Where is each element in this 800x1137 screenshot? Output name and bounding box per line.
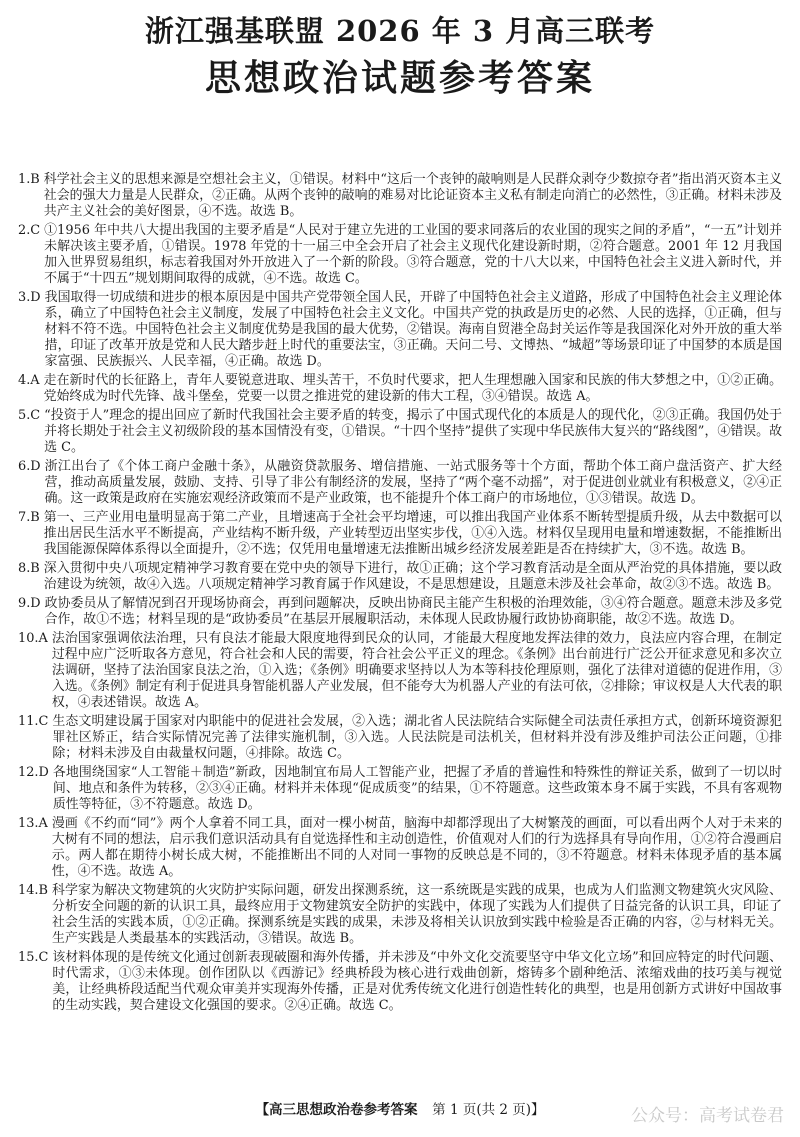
answer-explanation: 我国取得一切成绩和进步的根本原因是中国共产党带领全国人民，开辟了中国特色社会主义道路，形成了中国特色社会主义理论体系，确立了中国特色社会主义制度，发展了中国特色社会主义文化。中国共产党的执政是历史的必然、人民的选择，①正确，但与材料不符不选。中国特色社会主义制度优势是我国的最大优势，②错误。海南自贸港全岛封关运作等是我国深化对外开放的重大举措，印证了改革开放是党和人民大踏步赶上时代的重要法宝，③正确。天问二号、文博热、“城超”等场景印证了中国梦的本质是国家富强、民族振兴、人民幸福，④正确。故选 D。 bbox=[44, 290, 782, 369]
answer-item bbox=[18, 596, 782, 628]
answer-item bbox=[18, 223, 782, 287]
question-number: 9.D bbox=[18, 596, 41, 611]
answer-item bbox=[18, 950, 782, 1014]
answer-explanation: 深入贯彻中央八项规定精神学习教育要在党中央的领导下进行，故①正确；这个学习教育活动是全面从严治党的具体措施，要以政治建设为统领，故④入选。八项规定精神学习教育属于作风建设，不是思想建设，且题意未涉及社会革命，故②③不选。故选 B。 bbox=[43, 561, 782, 592]
answer-item bbox=[18, 883, 782, 947]
question-number: 13.A bbox=[18, 816, 48, 831]
answer-explanation: 走在新时代的长征路上，青年人要锐意进取、埋头苦干，不负时代要求，把人生理想融入国家和民族的伟大梦想之中，①②正确。党始终成为时代先锋、战斗堡垒，党要一以贯之推进党的建设新的伟大工程，③④错误。故选 A。 bbox=[43, 373, 782, 404]
answer-explanation: 漫画《不约而“同”》两个人拿着不同工具，面对一棵小树苗，脑海中却都浮现出了大树繁茂的画面，可以看出两个人对于未来的大树有不同的想法，启示我们意识活动具有自觉选择性和主动创造性，价值观对人们的行为选择具有导向作用，①②符合漫画启示。两人都在期待小树长成大树，不能推断出不同的人对同一事物的反映总是不同的，③不符题意。材料未体现矛盾的基本属性，④不选。故选 A。 bbox=[51, 816, 782, 879]
question-number: 11.C bbox=[18, 714, 49, 729]
answer-item bbox=[18, 408, 782, 456]
question-number: 3.D bbox=[18, 290, 41, 305]
answer-item bbox=[18, 459, 782, 507]
question-number: 6.D bbox=[18, 459, 41, 474]
answer-item bbox=[18, 714, 782, 762]
question-number: 8.B bbox=[18, 561, 40, 576]
answer-item bbox=[18, 172, 782, 220]
answer-item bbox=[18, 561, 782, 593]
answer-explanation: 各地围绕国家“人工智能＋制造”新政，因地制宜布局人工智能产业，把握了矛盾的普遍性和特殊性的辩证关系，做到了一切以时间、地点和条件为转移，②③④正确。材料并未体现“促成质变”的结果，①不符题意。这些政策本身不属于实践，不具有客观物质性等特征，③不符题意。故选 D。 bbox=[52, 765, 782, 812]
answer-explanation: 科学社会主义的思想来源是空想社会主义，①错误。材料中“这后一个丧钟的敲响则是人民群众剥夺少数掠夺者”指出消灭资本主义社会的强大力量是人民群众，②正确。从两个丧钟的敲响的难易对比论证资本主义私有制走向消亡的必然性，③正确。材料未涉及共产主义社会的美好图景，④不选。故选 B。 bbox=[43, 172, 782, 219]
answer-item bbox=[18, 765, 782, 813]
answer-item bbox=[18, 816, 782, 880]
question-number: 4.A bbox=[18, 373, 40, 388]
question-number: 14.B bbox=[18, 883, 48, 898]
footer-label: 【高三思想政治卷参考答案 bbox=[255, 1102, 418, 1118]
answer-item bbox=[18, 290, 782, 370]
question-number: 5.C bbox=[18, 408, 41, 423]
answer-explanation: 生态文明建设属于国家对内职能中的促进社会发展，②入选；湖北省人民法院结合实际健全司法责任承担方式，创新环境资源犯罪社区矫正，结合实际情况完善了法律实施机制，③入选。人民法院是司法机关，但材料并没有涉及维护司法公正问题，①排除；材料未涉及自由裁量权问题，④排除。故选 C。 bbox=[52, 714, 782, 761]
answer-explanation: “投资于人”理念的提出回应了新时代我国社会主要矛盾的转变，揭示了中国式现代化的本质是人的现代化，②③正确。我国仍处于并将长期处于社会主义初级阶段的基本国情没有变，①错误。“十四个坚持”提供了实现中华民族伟大复兴的“路线图”，④错误。故选 C。 bbox=[44, 408, 782, 455]
answer-list bbox=[18, 172, 782, 1014]
answer-explanation: 法治国家强调依法治理，只有良法才能最大限度地得到民众的认同，才能最大程度地发挥法律的效力，良法应内容合理，在制定过程中应广泛听取各方意见，符合社会和人民的需要，符合社会公平正义的理念。《条例》出台前进行广泛公开征求意见和多次立法调研，坚持了法治国家良法之治，①入选；《条例》明确要求坚持以人为本等科技伦理原则，强化了法律对道德的促进作用，③入选。《条例》制定有利于促进具身智能机器人产业发展，但不能夸大为机器人产业的有法可依，②排除；审议权是人大代表的职权，④表述错误。故选 A。 bbox=[51, 631, 782, 710]
question-number: 2.C bbox=[18, 223, 41, 238]
answer-explanation: 科学家为解决文物建筑的火灾防护实际问题，研发出探测系统，这一系统既是实践的成果，也成为人们监测文物建筑火灾风险、分析安全问题的新的认识工具，最终应用于文物建筑安全防护的实践中，体现了实践为人们提供了日益完备的认识工具，印证了社会生活的实践本质，①②正确。探测系统是实践的成果，未涉及将相关认识放到实践中检验是否正确的内容，②与材料无关。生产实践是人类最基本的实践活动，③错误。故选 B。 bbox=[51, 883, 782, 946]
document-title: 思想政治试题参考答案 bbox=[204, 57, 595, 99]
answer-item bbox=[18, 631, 782, 711]
question-number: 7.B bbox=[18, 510, 40, 525]
answer-item bbox=[18, 373, 782, 405]
watermark-text: 公众号：高考试卷君 bbox=[631, 1106, 784, 1126]
answer-explanation: ①1956 年中共八大提出我国的主要矛盾是“人民对于建立先进的工业国的要求同落后的农业国的现实之间的矛盾”，“一五”计划并未解决该主要矛盾，①错误。1978 年党的十一届三中全会开启了社会主义现代化建设新时期，②符合题意。2001 年 12 月我国加入世界贸易组织，标志着我国对外开放进入了一个新的阶段。③符合题意，党的十八大以来，中国特色社会主义进入新时代，并不属于“十四五”规划期间取得的成就，④不选。故选 C。 bbox=[44, 223, 782, 286]
exam-title: 浙江强基联盟 2026 年 3 月高三联考 bbox=[144, 14, 656, 48]
question-number: 15.C bbox=[18, 950, 49, 965]
question-number: 1.B bbox=[18, 172, 40, 187]
page-number: 第 1 页(共 2 页)】 bbox=[432, 1102, 545, 1118]
answer-explanation: 该材料体现的是传统文化通过创新表现破圈和海外传播，并未涉及“中外文化交流要坚守中华文化立场”和回应特定的时代问题、时代需求，①③未体现。创作团队以《西游记》经典桥段为核心进行戏曲创新，熔铸多个剧种绝活、浓缩戏曲的技巧美与视觉美，让经典桥段适配当代观众审美并实现海外传播，正是对优秀传统文化进行创造性转化的典型，也是用创新方式讲好中国故事的生动实践，契合建设文化强国的要求。②④正确。故选 C。 bbox=[52, 950, 782, 1013]
answer-explanation: 浙江出台了《个体工商户金融十条》，从融资贷款服务、增信措施、一站式服务等十个方面，帮助个体工商户盘活资产、扩大经营，推动高质量发展，鼓励、支持、引导了非公有制经济的发展，坚持了“两个毫不动摇”，对于促进创业就业有积极意义，②④正确。这一政策是政府在实施宏观经济政策而不是产业政策，也不能提升个体工商户的市场地位，①③错误。故选 D。 bbox=[44, 459, 782, 506]
question-number: 10.A bbox=[18, 631, 48, 646]
question-number: 12.D bbox=[18, 765, 49, 780]
answer-explanation: 政协委员从了解情况到召开现场协商会，再到问题解决，反映出协商民主能产生积极的治理效能，③④符合题意。题意未涉及多党合作，故①不选；材料呈现的是“政协委员”在基层开展履职活动，未体现人民政协履行政协协商职能，故②不选。故选 D。 bbox=[44, 596, 782, 627]
answer-item bbox=[18, 510, 782, 558]
answer-explanation: 第一、三产业用电量明显高于第二产业，且增速高于全社会平均增速，可以推出我国产业体系不断转型提质升级，从去中数据可以推出居民生活水平不断提高，产业结构不断升级，产业转型迈出坚实步伐，①④入选。材料仅呈现用电量和增速数据，不能推断出我国能源保障体系得以全面提升，②不选；仅凭用电量增速无法推断出城乡经济发展差距是否在持续扩大，③不选。故选 B。 bbox=[43, 510, 782, 557]
